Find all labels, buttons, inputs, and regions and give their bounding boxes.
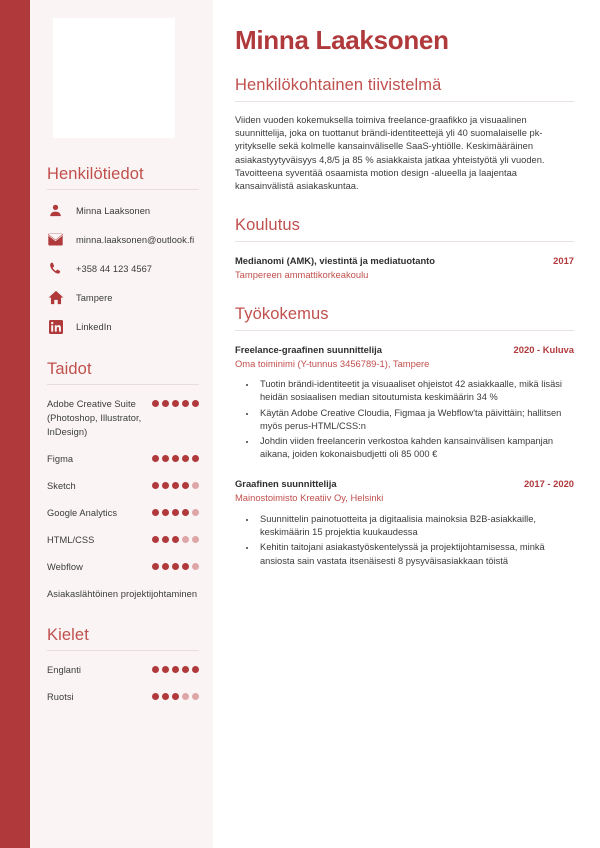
education-heading: Koulutus <box>235 216 301 235</box>
rating-dot <box>162 509 169 516</box>
person-icon <box>47 202 64 219</box>
contact-item-linkedin[interactable] <box>47 318 199 335</box>
experience-entry <box>235 477 574 567</box>
contact-item-name <box>47 202 199 219</box>
language-item <box>47 663 199 677</box>
experience-bullet: • Kehitin taitojani asiakastyöskentelyssä ja projektijohtamisessa, minkä ansiosta sain vastata itsenäisesti 8 pysyväisasiakkaan töistä <box>257 541 574 567</box>
rating-dot <box>162 536 169 543</box>
contact-phone-text: +358 44 123 4567 <box>76 263 153 274</box>
language-item-label: Ruotsi <box>47 692 74 702</box>
experience-bullet-list <box>235 378 574 461</box>
experience-date: 2017 - 2020 <box>523 478 574 490</box>
experience-org: Mainostoimisto Kreatiiv Oy, Helsinki <box>235 492 384 504</box>
spacer-after-education <box>235 282 574 304</box>
experience-section <box>235 304 574 568</box>
skill-item-rating <box>152 560 199 570</box>
rating-dot <box>162 455 169 462</box>
rating-dot <box>182 455 189 462</box>
skill-item <box>47 587 199 601</box>
envelope-icon <box>47 231 64 248</box>
summary-text: Viiden vuoden kokemuksella toimiva freelance-graafikko ja visuaalinen suunnittelija, joka on tuottanut brändi-identiteettejä yli 40 suomalaiselle pk-yritykselle sekä kolmelle kansainväliselle SaaS-yhtiölle. Keskimääräinen asiakastyytyväisyys 4,8/5 ja 85 % asiakkaista jatkaa yhteistyötä yli vuoden. Tavoitteena syventää osaamista motion design -alueella ja laajentaa kansainvälistä asiakaskuntaa. <box>235 115 545 192</box>
skill-item <box>47 560 199 574</box>
rating-dot <box>172 455 179 462</box>
contact-section-heading: Henkilötiedot <box>47 165 144 183</box>
skill-item-label: Asiakaslähtöinen projektijohtaminen <box>47 589 198 599</box>
education-entry-header <box>235 254 574 267</box>
skill-item-label: Figma <box>47 454 74 464</box>
skill-item-label: Adobe Creative Suite (Photoshop, Illustrator, InDesign) <box>47 399 142 437</box>
language-item-rating <box>152 663 199 673</box>
languages-section-heading: Kielet <box>47 626 89 644</box>
rating-dot <box>172 666 179 673</box>
rating-dot <box>182 400 189 407</box>
contact-name-text: Minna Laaksonen <box>76 205 151 216</box>
contact-divider <box>47 189 199 190</box>
rating-dot <box>162 693 169 700</box>
rating-dot <box>182 509 189 516</box>
rating-dot <box>192 400 199 407</box>
skill-item-rating <box>152 506 199 516</box>
contact-list <box>47 202 199 335</box>
sidebar <box>30 0 213 848</box>
rating-dot <box>152 400 159 407</box>
skill-item-rating <box>152 397 199 407</box>
skill-item <box>47 452 199 466</box>
experience-bullet-list <box>235 513 574 568</box>
experience-list <box>235 343 574 568</box>
skill-item-label: HTML/CSS <box>47 535 95 545</box>
home-icon <box>47 289 64 306</box>
experience-bullet: • Käytän Adobe Creative Cloudia, Figmaa ja Webflow'ta päivittäin; hallitsen myös perus-HTML/CSS:n <box>257 407 574 433</box>
rating-dot <box>182 563 189 570</box>
contact-item-location <box>47 289 199 306</box>
experience-bullet: • Suunnittelin painotuotteita ja digitaalisia mainoksia B2B-asiakkaille, keskimäärin 15 projektia kuukaudessa <box>257 513 574 539</box>
rating-dot <box>152 482 159 489</box>
spacer-after-summary <box>235 193 574 215</box>
contact-email-text: minna.laaksonen@outlook.fi <box>76 234 195 245</box>
rating-dot <box>192 482 199 489</box>
contact-linkedin-text: LinkedIn <box>76 321 112 332</box>
experience-role: Graafinen suunnittelija <box>235 478 337 490</box>
experience-bullet: • Tuotin brändi-identiteetit ja visuaaliset ohjeistot 42 asiakkaalle, mikä lisäsi heidän sosiaalisen median sitoutumista keskimäärin 34 % <box>257 378 574 404</box>
skill-item-label: Google Analytics <box>47 508 118 518</box>
education-entry <box>235 254 574 282</box>
experience-org: Oma toiminimi (Y-tunnus 3456789-1), Tampere <box>235 357 430 369</box>
experience-role: Freelance-graafinen suunnittelija <box>235 343 382 355</box>
rating-dot <box>192 563 199 570</box>
rating-dot <box>162 400 169 407</box>
skills-divider <box>47 384 199 385</box>
rating-dot <box>172 563 179 570</box>
rating-dot <box>172 482 179 489</box>
rating-dot <box>172 400 179 407</box>
education-institution: Tampereen ammattikorkeakoulu <box>235 269 369 281</box>
skill-item-rating <box>152 452 199 462</box>
skill-item-label: Sketch <box>47 481 76 491</box>
education-date: 2017 <box>553 255 574 267</box>
education-section <box>235 215 574 282</box>
rating-dot <box>162 666 169 673</box>
experience-entry-header <box>235 477 574 490</box>
rating-dot <box>192 536 199 543</box>
languages-section <box>47 625 199 704</box>
rating-dot <box>162 482 169 489</box>
experience-heading: Työkokemus <box>235 304 329 323</box>
skill-item-rating <box>152 533 199 543</box>
skill-item <box>47 479 199 493</box>
summary-divider <box>235 101 574 102</box>
rating-dot <box>192 666 199 673</box>
education-list <box>235 254 574 282</box>
rating-dot <box>182 536 189 543</box>
language-item-rating <box>152 690 199 700</box>
skill-item-rating <box>152 479 199 489</box>
rating-dot <box>152 693 159 700</box>
experience-date: 2020 - Kuluva <box>513 343 574 355</box>
experience-entry <box>235 343 574 462</box>
education-degree: Medianomi (AMK), viestintä ja mediatuotanto <box>235 255 436 267</box>
language-item <box>47 690 199 704</box>
rating-dot <box>182 693 189 700</box>
rating-dot <box>182 482 189 489</box>
skill-item-label: Webflow <box>47 562 83 572</box>
rating-dot <box>172 693 179 700</box>
rating-dot <box>192 509 199 516</box>
linkedin-icon <box>47 318 64 335</box>
summary-section <box>235 75 574 193</box>
rating-dot <box>192 693 199 700</box>
education-divider <box>235 241 574 242</box>
skills-section-heading: Taidot <box>47 360 92 378</box>
rating-dot <box>192 455 199 462</box>
rating-dot <box>162 563 169 570</box>
profile-photo-placeholder <box>53 18 175 138</box>
rating-dot <box>152 666 159 673</box>
rating-dot <box>152 455 159 462</box>
contact-section <box>47 164 199 335</box>
languages-divider <box>47 650 199 651</box>
rating-dot <box>172 509 179 516</box>
contact-item-phone[interactable] <box>47 260 199 277</box>
skill-item <box>47 506 199 520</box>
experience-entry-header <box>235 343 574 356</box>
main-content <box>213 0 600 848</box>
summary-heading: Henkilökohtainen tiivistelmä <box>235 76 442 94</box>
phone-icon <box>47 260 64 277</box>
experience-bullet: • Johdin viiden freelancerin verkostoa kahden kansainvälisen kampanjan aikana, joiden kokonaisbudjetti oli 85 000 € <box>257 435 574 461</box>
rating-dot <box>152 536 159 543</box>
language-item-label: Englanti <box>47 665 81 675</box>
rating-dot <box>152 509 159 516</box>
skills-section <box>47 359 199 601</box>
rating-dot <box>182 666 189 673</box>
rating-dot <box>152 563 159 570</box>
skill-item <box>47 533 199 547</box>
skills-list <box>47 397 199 601</box>
contact-item-email[interactable] <box>47 231 199 248</box>
rating-dot <box>172 536 179 543</box>
skill-item <box>47 397 199 439</box>
experience-divider <box>235 330 574 331</box>
languages-list <box>47 663 199 704</box>
page-title: Minna Laaksonen <box>235 25 449 55</box>
left-accent-bar <box>0 0 30 848</box>
contact-location-text: Tampere <box>76 292 113 303</box>
